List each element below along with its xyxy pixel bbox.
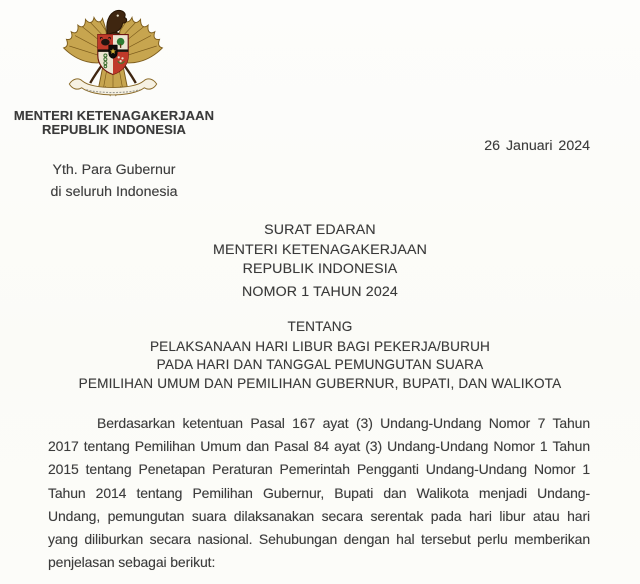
- garuda-pancasila-emblem: [56, 6, 170, 105]
- letterhead-country-name: REPUBLIK INDONESIA: [41, 121, 187, 137]
- subject-block: [0, 318, 640, 393]
- pancasila-shield-icon: [98, 35, 128, 75]
- subject-line-1: PELAKSANAAN HARI LIBUR BAGI PEKERJA/BURUH: [149, 338, 491, 354]
- body-paragraph: [48, 412, 590, 574]
- recipient-line-1: Yth. Para Gubernur: [52, 162, 176, 178]
- body-line: Berdasarkan ketentuan Pasal 167 ayat (3) Undang-Undang Nomor 7 Tahun: [97, 415, 590, 431]
- title-line-ministry: MENTERI KETENAGAKERJAAN: [213, 241, 427, 258]
- letterhead-ministry-name: MENTERI KETENAGAKERJAAN: [13, 108, 215, 123]
- letter-date: 26 Januari 2024: [484, 138, 590, 154]
- body-line: yang diliburkan secara nasional. Sehubungan dengan hal tersebut perlu memberikan: [48, 531, 590, 548]
- body-line: Undang, pemungutan suara dilaksanakan secara serentak pada hari libur atau hari: [48, 507, 590, 524]
- title-line-country: REPUBLIK INDONESIA: [242, 261, 398, 277]
- recipient-block: [0, 160, 228, 203]
- recipient-line-2: di seluruh Indonesia: [50, 183, 178, 200]
- body-line: Tahun 2014 tentang Pemilihan Gubernur, Bupati dan Walikota menjadi Undang-: [48, 484, 590, 501]
- title-line-surat-edaran: SURAT EDARAN: [264, 222, 376, 238]
- document-number: NOMOR 1 TAHUN 2024: [242, 284, 398, 300]
- letterhead-block: [0, 109, 228, 137]
- document-title-block: [0, 221, 640, 303]
- subject-line-3: PEMILIHAN UMUM DAN PEMILIHAN GUBERNUR, BUPATI, DAN WALIKOTA: [78, 375, 562, 391]
- subject-line-2: PADA HARI DAN TANGGAL PEMUNGUTAN SUARA: [156, 357, 484, 373]
- body-line: 2015 tentang Penetapan Peraturan Pemerintah Pengganti Undang-Undang Nomor 1: [48, 461, 590, 478]
- subject-label: TENTANG: [287, 319, 353, 334]
- body-line: 2017 tentang Pemilihan Umum dan Pasal 84 ayat (3) Undang-Undang Nomor 1 Tahun: [48, 438, 590, 455]
- garuda-eagle-icon: [56, 6, 170, 105]
- body-line: penjelasan sebagai berikut:: [48, 554, 216, 571]
